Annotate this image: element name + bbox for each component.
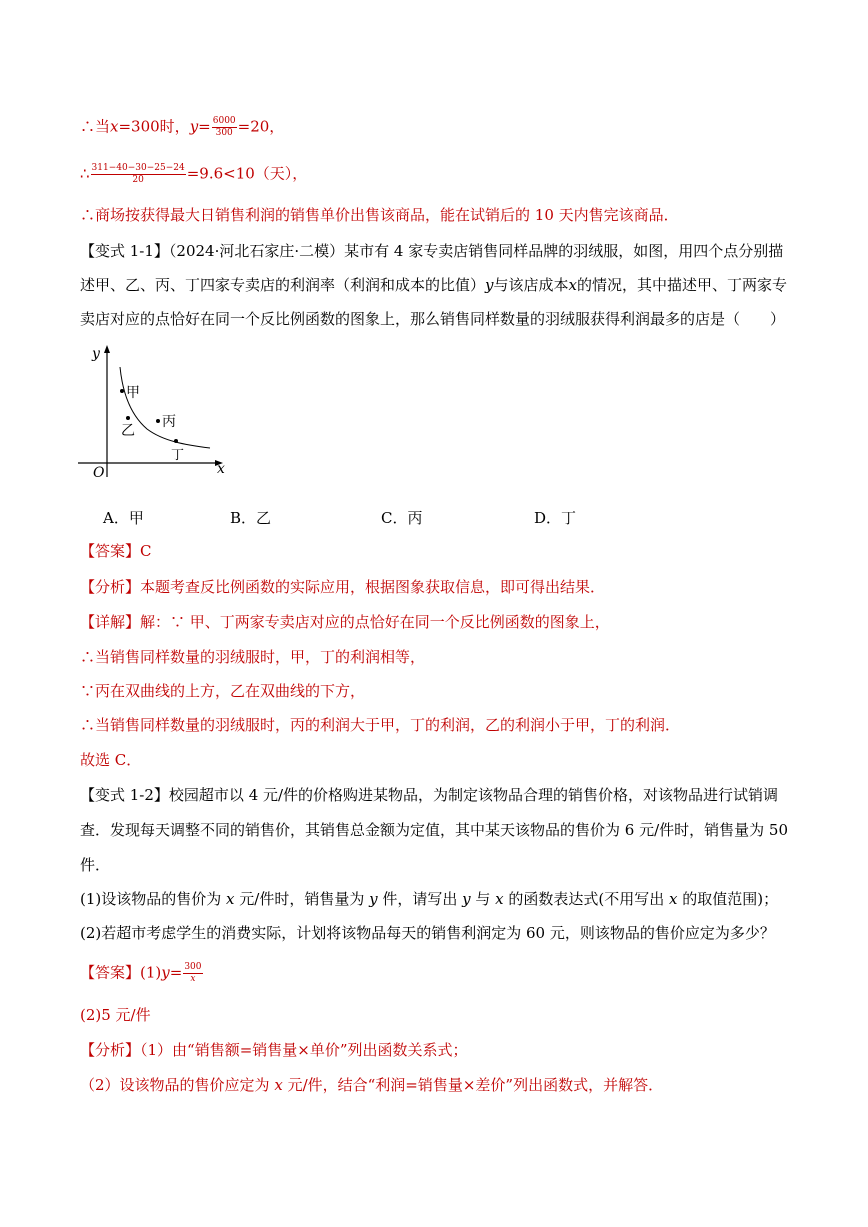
var-x: x <box>226 890 235 908</box>
option-c[interactable]: C．丙 <box>381 509 423 527</box>
text: 件，请写出 <box>377 890 463 908</box>
numerator: 300 <box>184 962 202 972</box>
detail-1-line-3: ∵丙在双曲线的上方，乙在双曲线的下方， <box>80 682 366 700</box>
inverse-proportion-figure <box>75 342 235 482</box>
option-a[interactable]: A．甲 <box>103 509 144 527</box>
fraction <box>212 116 237 139</box>
var-x: x <box>495 890 504 908</box>
analysis-2-line-2 <box>80 1075 663 1095</box>
x-label: x <box>217 461 225 477</box>
point-ding <box>174 439 178 443</box>
detail-1-line-2: ∴当销售同样数量的羽绒服时，甲，丁的利润相等， <box>80 648 426 666</box>
problem-1-1-line-2 <box>80 275 787 295</box>
denominator: x <box>190 974 196 984</box>
var-y: y <box>189 117 199 136</box>
option-d[interactable]: D．丁 <box>534 509 577 527</box>
text: 与 <box>470 890 496 908</box>
option-b[interactable]: B．乙 <box>230 509 272 527</box>
denominator: 20 <box>132 175 144 185</box>
numerator: 311−40−30−25−24 <box>91 163 185 173</box>
label-yi: 乙 <box>121 423 135 439</box>
denominator: 300 <box>215 128 233 138</box>
point-jia <box>120 389 124 393</box>
text: 元/件，结合“利润=销售量×差价”列出函数式，并解答． <box>282 1076 664 1094</box>
text: (1)设该物品的售价为 <box>80 890 227 908</box>
problem-1-2-line-1: 【变式 1-2】校园超市以 4 元/件的价格购进某物品，为制定该物品合理的销售价格，对该物品进行试销调 <box>80 786 779 804</box>
text: 元/件时，销售量为 <box>234 890 370 908</box>
detail-1-line-5: 故选 C． <box>80 751 142 769</box>
var-y: y <box>462 890 471 908</box>
fraction <box>91 163 186 186</box>
detail-1-line-1: 【详解】解：∵ 甲、丁两家专卖店对应的点恰好在同一个反比例函数的图象上， <box>80 613 610 631</box>
text: =300时， <box>118 117 190 136</box>
label-bing: 丙 <box>162 414 176 430</box>
answer-1: 【答案】C <box>80 542 152 560</box>
point-yi <box>126 416 130 420</box>
text: 与该店成本 <box>493 276 569 294</box>
label-jia: 甲 <box>126 385 140 401</box>
detail-1-line-4: ∴当销售同样数量的羽绒服时，丙的利润大于甲，丁的利润，乙的利润小于甲，丁的利润． <box>80 716 681 734</box>
text: =20， <box>237 117 285 136</box>
var-x: x <box>110 117 119 136</box>
solution-line-1 <box>80 116 284 139</box>
text: 的情况，其中描述甲、丁两家专 <box>576 276 787 294</box>
label-ding: 丁 <box>171 448 185 463</box>
text: 的函数表达式(不用写出 <box>503 890 670 908</box>
problem-1-2-question-1 <box>80 889 778 909</box>
var-y: y <box>161 963 170 982</box>
y-label: y <box>92 346 100 362</box>
text: = <box>198 117 211 136</box>
answer-2-line-1 <box>80 962 204 985</box>
text: 述甲、乙、丙、丁四家专卖店的利润率（利润和成本的比值） <box>80 276 486 294</box>
origin-label: O <box>93 465 105 481</box>
numerator: 6000 <box>212 116 236 126</box>
problem-1-1-line-1: 【变式 1-1】（2024·河北石家庄·二模）某市有 4 家专卖店销售同样品牌的羽绒服，如图，用四个点分别描 <box>80 242 784 260</box>
text: = <box>169 963 183 982</box>
text: =9.6<10（天）， <box>186 164 308 183</box>
text: （2）设该物品的售价应定为 <box>80 1076 275 1094</box>
problem-1-2-line-2: 查．发现每天调整不同的销售价，其销售总金额为定值，其中某天该物品的售价为 6 元/件时，销售量为 50 <box>80 821 788 839</box>
var-x: x <box>669 890 678 908</box>
analysis-1: 【分析】本题考查反比例函数的实际应用，根据图象获取信息，即可得出结果． <box>80 578 606 596</box>
problem-1-2-question-2: (2)若超市考虑学生的消费实际，计划将该物品每天的销售利润定为 60 元，则该物品的售价应定为多少？ <box>80 924 775 942</box>
solution-line-2 <box>80 163 307 186</box>
fraction <box>183 962 202 985</box>
text: 的取值范围)； <box>677 890 779 908</box>
answer-2-line-2: (2)5 元/件 <box>80 1006 151 1024</box>
point-bing <box>156 419 160 423</box>
solution-line-3: ∴商场按获得最大日销售利润的销售单价出售该商品，能在试销后的 10 天内售完该商品． <box>80 206 679 224</box>
var-y: y <box>485 276 494 294</box>
var-y: y <box>369 890 378 908</box>
problem-1-1-line-3: 卖店对应的点恰好在同一个反比例函数的图象上，那么销售同样数量的羽绒服获得利润最多的店是（ ） <box>80 310 786 328</box>
var-x: x <box>274 1076 283 1094</box>
text: ∴ <box>80 164 90 183</box>
y-axis-arrow <box>104 345 110 353</box>
var-x: x <box>568 276 577 294</box>
text: 【答案】(1) <box>80 963 162 982</box>
analysis-2-line-1: 【分析】（1）由“销售额=销售量×单价”列出函数关系式； <box>80 1041 468 1059</box>
problem-1-2-line-3: 件． <box>80 856 111 874</box>
text: ∴当 <box>80 117 111 136</box>
